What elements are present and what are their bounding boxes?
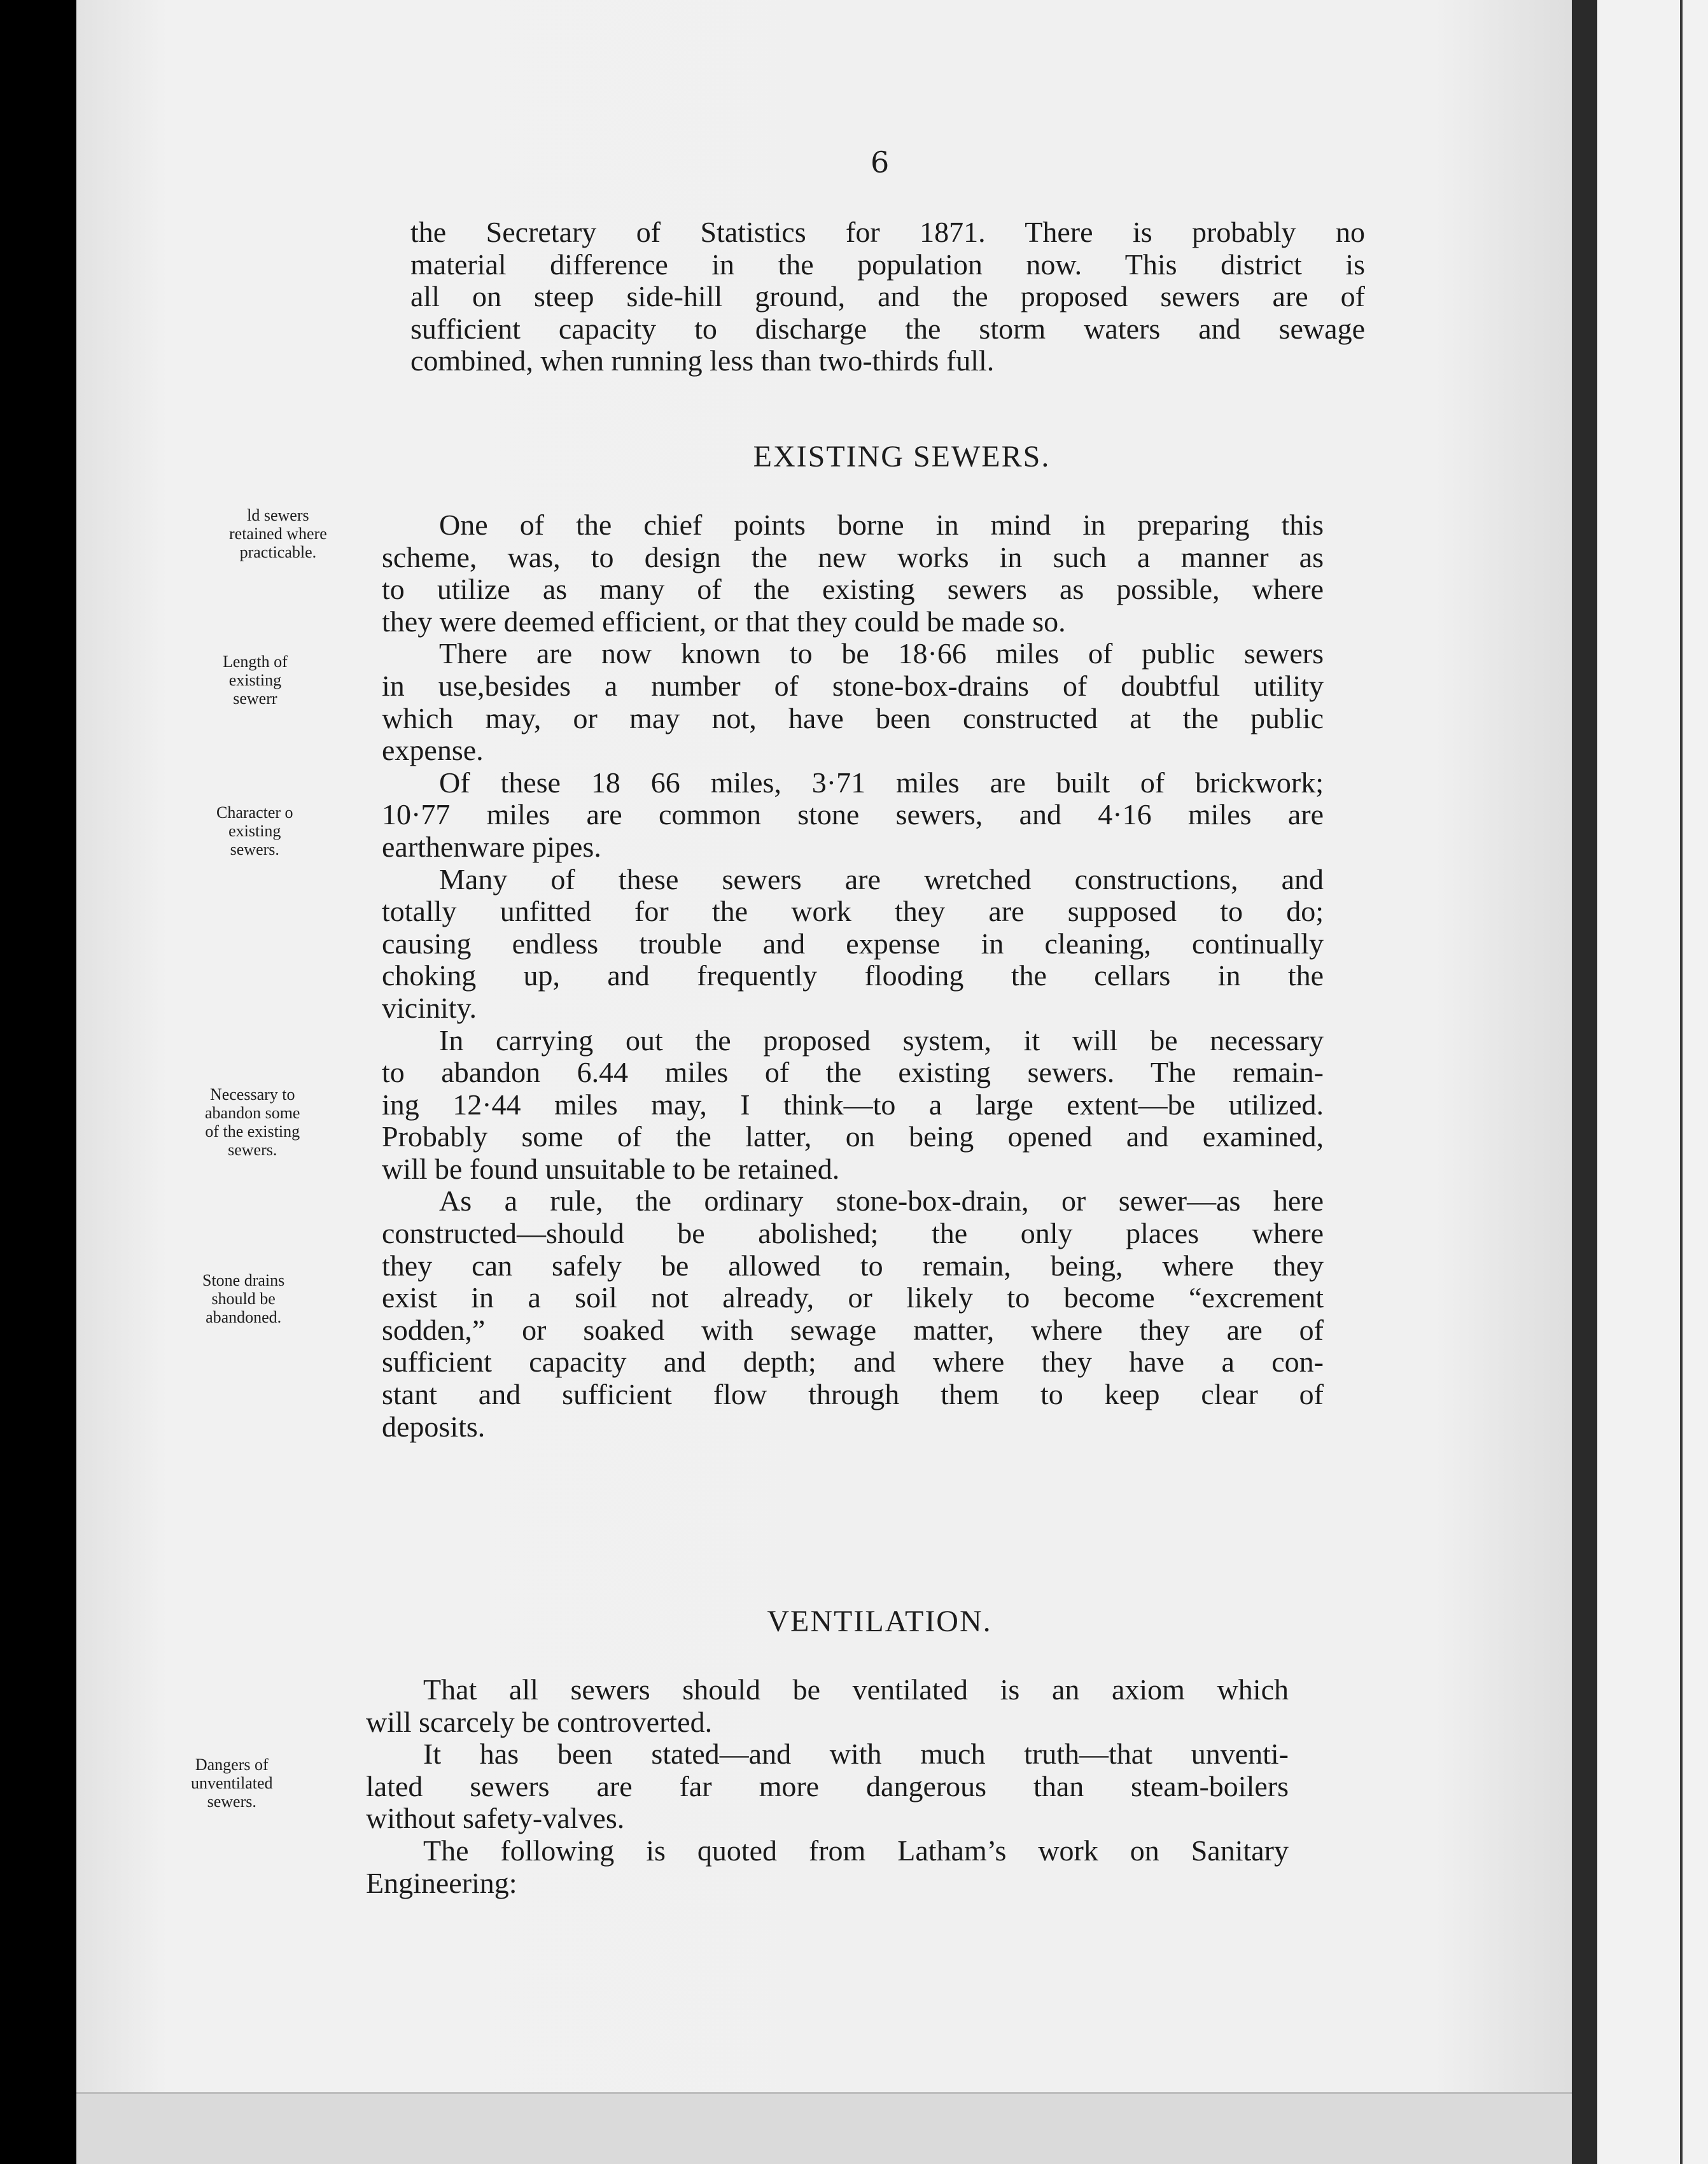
text-line: combined, when running less than two-thirds full. <box>410 344 995 377</box>
adjacent-page-edge <box>1597 0 1708 2164</box>
margin-note-line: sewers. <box>228 1141 277 1159</box>
paragraph <box>382 1185 1324 1443</box>
margin-note-line: sewers. <box>207 1792 256 1811</box>
margin-note-line: Necessary to <box>209 1085 295 1104</box>
margin-note-line: abandoned. <box>206 1308 282 1326</box>
margin-note-line: Length of <box>223 652 288 671</box>
margin-note <box>229 506 327 561</box>
existing-sewers-body <box>382 509 1324 1443</box>
text-line: In carrying out the proposed system, it will be necessary <box>439 1023 1324 1057</box>
text-line: sodden,” or soaked with sewage matter, where they are of <box>382 1313 1324 1346</box>
margin-note-line: sewers. <box>230 840 279 859</box>
text-line: One of the chief points borne in mind in preparing this <box>439 509 1324 541</box>
paragraph <box>382 1025 1324 1186</box>
ventilation-body <box>366 1674 1289 1899</box>
margin-note-line: ld sewers <box>247 506 309 524</box>
text-line: will be found unsuitable to be retained. <box>382 1152 840 1185</box>
text-line: without safety-valves. <box>366 1802 625 1835</box>
text-line: The following is quoted from Latham’s work on Sanitary <box>423 1834 1289 1867</box>
text-line: scheme, was, to design the new works in such a manner as <box>382 540 1324 573</box>
adjacent-page-border <box>1680 0 1683 2164</box>
margin-note-line: Character o <box>216 803 293 822</box>
text-line: As a rule, the ordinary stone-box-drain, or sewer—as here <box>439 1184 1324 1218</box>
text-line: they can safely be allowed to remain, being, where they <box>382 1249 1324 1282</box>
section-heading-existing-sewers: EXISTING SEWERS. <box>753 440 1051 474</box>
page-bottom-edge <box>76 2092 1585 2164</box>
paragraph <box>366 1674 1289 1738</box>
text-line: lated sewers are far more dangerous than steam-boilers <box>366 1769 1289 1802</box>
text-line: all on steep side-hill ground, and the proposed sewers are of <box>410 280 1365 313</box>
text-line: earthenware pipes. <box>382 830 601 863</box>
text-line: There are now known to be 18·66 miles of public sewers <box>439 637 1324 670</box>
margin-note-line: should be <box>211 1289 276 1308</box>
text-line: Engineering: <box>366 1866 517 1899</box>
margin-note <box>191 1755 273 1811</box>
margin-note-line: of the existing <box>205 1122 300 1141</box>
text-line: deposits. <box>382 1410 486 1443</box>
text-line: stant and sufficient flow through them to keep clear of <box>382 1378 1324 1411</box>
margin-note-line: existing <box>228 671 282 689</box>
paragraph <box>366 1738 1289 1835</box>
text-line: will scarcely be controverted. <box>366 1705 713 1738</box>
text-line: which may, or may not, have been constructed at the public <box>382 701 1324 734</box>
text-line: constructed—should be abolished; the only places where <box>382 1217 1324 1250</box>
margin-note-line: existing <box>228 822 281 840</box>
text-line: to abandon 6.44 miles of the existing sewers. The remain- <box>382 1056 1324 1089</box>
text-line: choking up, and frequently flooding the cellars in the <box>382 959 1324 992</box>
text-line: material difference in the population now. This district is <box>410 248 1365 281</box>
text-line: Of these 18 66 miles, 3·71 miles are built of brickwork; <box>439 766 1324 799</box>
text-line: in use,besides a number of stone-box-drains of doubtful utility <box>382 669 1324 702</box>
text-line: ing 12·44 miles may, I think—to a large extent—be utilized. <box>382 1088 1324 1121</box>
text-line: the Secretary of Statistics for 1871. There is probably no <box>410 216 1365 248</box>
paragraph <box>382 864 1324 1025</box>
text-line: expense. <box>382 734 484 767</box>
paragraph <box>382 509 1324 638</box>
margin-note <box>223 652 288 708</box>
text-line: they were deemed efficient, or that they could be made so. <box>382 605 1066 638</box>
margin-note-line: unventilated <box>191 1774 273 1792</box>
text-line: That all sewers should be ventilated is an axiom which <box>423 1673 1289 1706</box>
page-gutter-shadow <box>1572 0 1597 2164</box>
text-line: 10·77 miles are common stone sewers, and 4·16 miles are <box>382 798 1324 831</box>
text-line: to utilize as many of the existing sewers as possible, where <box>382 573 1324 606</box>
margin-note <box>216 803 293 859</box>
text-line: exist in a soil not already, or likely to become “excrement <box>382 1281 1324 1314</box>
margin-note-line: abandon some <box>205 1104 300 1122</box>
margin-note-line: Dangers of <box>195 1755 269 1774</box>
margin-note-line: Stone drains <box>202 1271 285 1289</box>
paragraph <box>382 767 1324 864</box>
margin-note-line: retained where <box>229 524 327 543</box>
text-line: Many of these sewers are wretched constructions, and <box>439 862 1324 896</box>
text-line: totally unfitted for the work they are supposed to do; <box>382 895 1324 928</box>
text-line: It has been stated—and with much truth—that unventi- <box>423 1738 1289 1771</box>
margin-note-line: practicable. <box>239 543 317 561</box>
text-line: sufficient capacity and depth; and where they have a con- <box>382 1345 1324 1379</box>
text-line: causing endless trouble and expense in cleaning, continually <box>382 927 1324 960</box>
page-number: 6 <box>871 145 890 179</box>
margin-note <box>205 1085 300 1159</box>
paragraph <box>382 638 1324 766</box>
margin-note <box>202 1271 284 1326</box>
intro-paragraph <box>410 216 1365 377</box>
text-line: sufficient capacity to discharge the storm waters and sewage <box>410 312 1365 345</box>
text-line: Probably some of the latter, on being opened and examined, <box>382 1120 1324 1153</box>
paragraph <box>366 1835 1289 1899</box>
text-line: vicinity. <box>382 991 477 1024</box>
margin-note-line: sewerr <box>233 689 277 708</box>
section-heading-ventilation: VENTILATION. <box>767 1605 992 1638</box>
